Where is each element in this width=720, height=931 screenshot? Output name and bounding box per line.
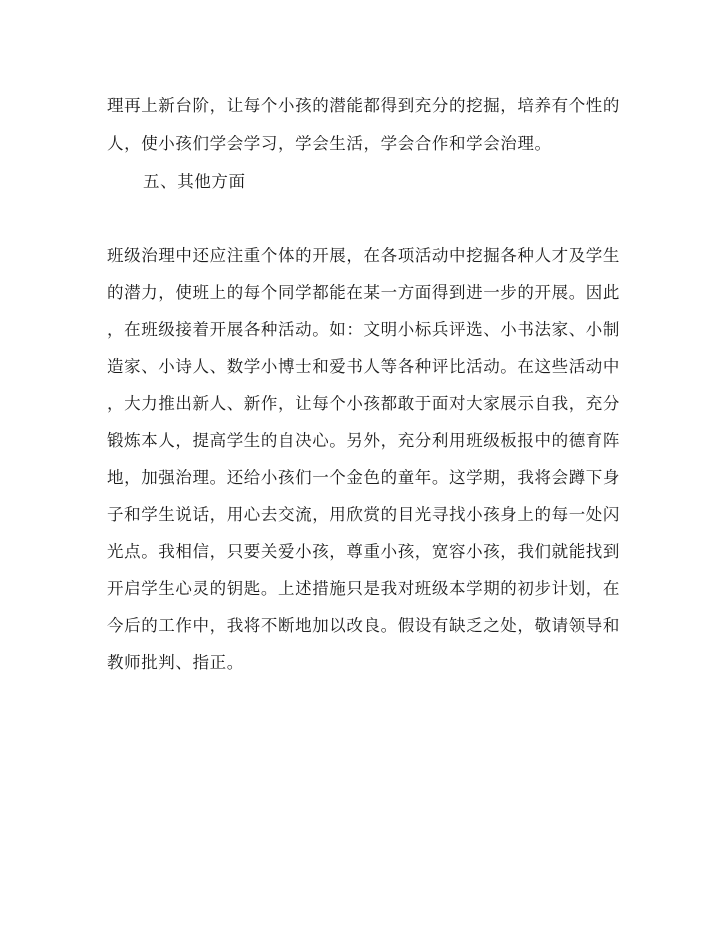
body-line-9: 光点。我相信，只要关爱小孩，尊重小孩，宽容小孩，我们就能找到 (107, 542, 620, 561)
body-line-4: 造家、小诗人、数学小博士和爱书人等各种评比活动。在这些活动中 (107, 357, 620, 376)
body-line-2: 的潜力，使班上的每个同学都能在某一方面得到进一步的开展。因此 (107, 283, 620, 302)
intro-line-2: 人，使小孩们学会学习，学会生活，学会合作和学会治理。 (107, 134, 552, 153)
body-line-1: 班级治理中还应注重个体的开展，在各项活动中挖掘各种人才及学生 (107, 246, 620, 265)
body-line-5: ，大力推出新人、新作，让每个小孩都敢于面对大家展示自我，充分 (107, 394, 620, 413)
body-line-6: 锻炼本人，提高学生的自决心。另外，充分利用班级板报中的德育阵 (107, 431, 620, 450)
body-line-10: 开启学生心灵的钥匙。上述措施只是我对班级本学期的初步计划，在 (107, 579, 620, 598)
body-line-8: 子和学生说话，用心去交流，用欣赏的目光寻找小孩身上的每一处闪 (107, 505, 620, 524)
body-line-3: ，在班级接着开展各种活动。如：文明小标兵评选、小书法家、小制 (107, 320, 620, 339)
body-line-11: 今后的工作中，我将不断地加以改良。假设有缺乏之处，敬请领导和 (107, 616, 620, 635)
intro-line-1: 理再上新台阶，让每个小孩的潜能都得到充分的挖掘，培养有个性的 (107, 96, 620, 115)
section-heading: 五、其他方面 (143, 172, 246, 191)
body-line-12: 教师批判、指正。 (107, 653, 244, 672)
body-line-7: 地，加强治理。还给小孩们一个金色的童年。这学期，我将会蹲下身 (107, 468, 620, 487)
